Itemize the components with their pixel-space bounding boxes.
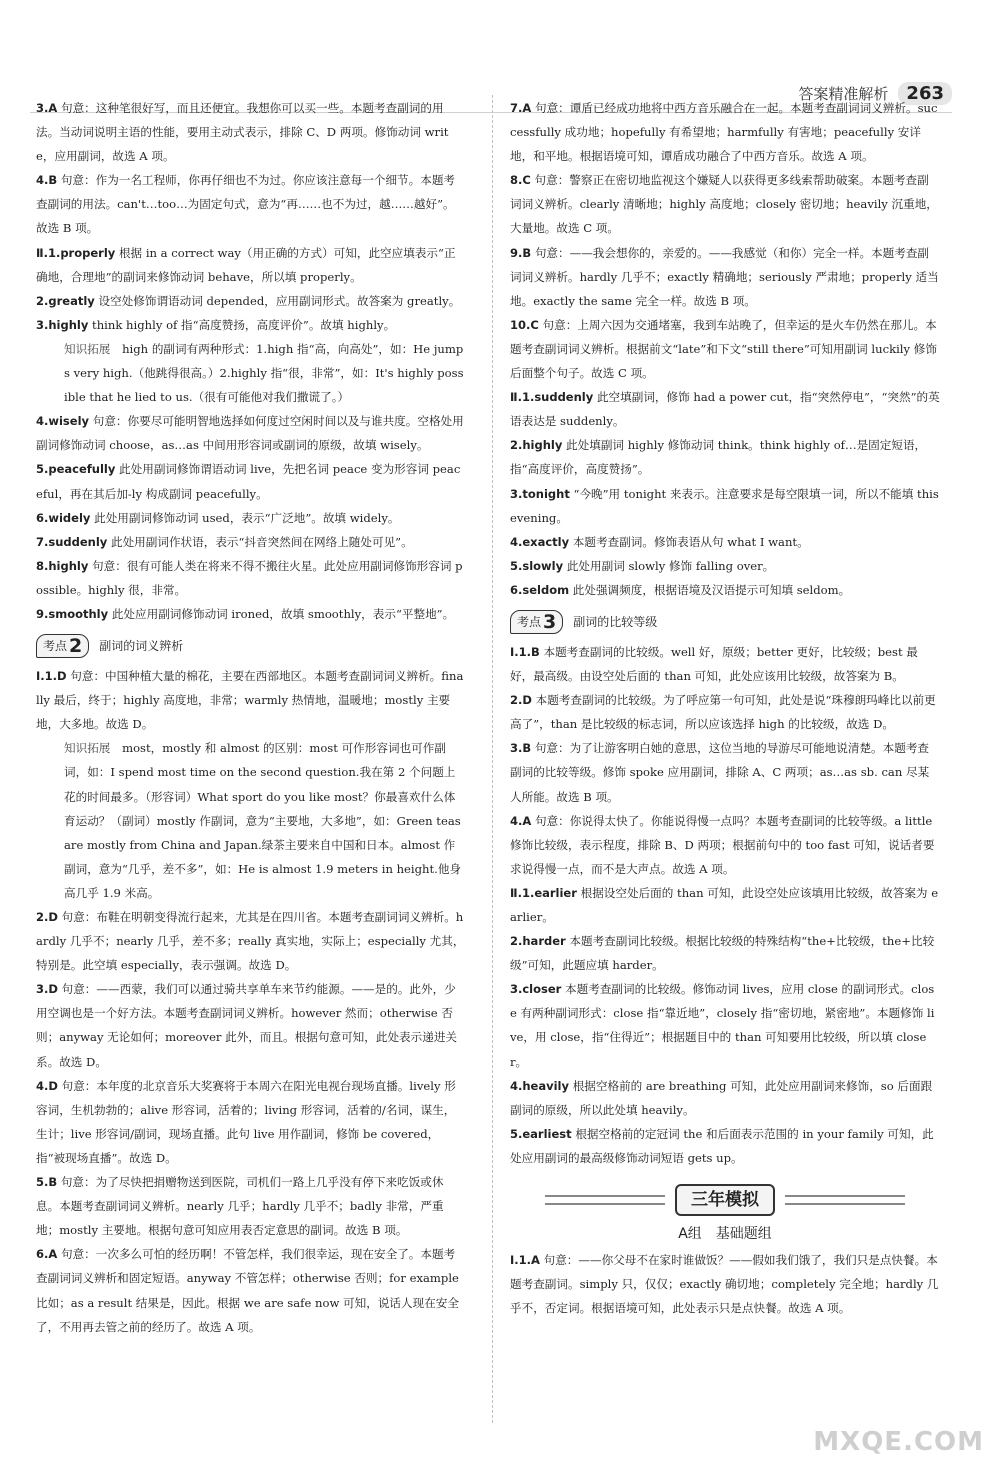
answer-entry <box>510 929 940 977</box>
answer-text: 根据设空处后面的 than 可知，此设空处应该填用比较级，故答案为 earlier。 <box>510 885 939 924</box>
answer-entry <box>510 736 940 808</box>
answer-number: 3.highly <box>36 317 89 332</box>
answer-text: most，mostly 和 almost 的区别：most 可作形容词也可作副词，如：I spend most time on the second question.我在第 2 个问题上花的时间最多。（形容词）What sport do you like most？你最喜欢什么体育运动？（副词）mostly 作副词，意为“主要地，大多地”，如：Green teas are mostly from China and Japan.绿茶主要来自中国和日本。almost 作副词，意为“几乎，差不多”，如：He is almost 1.9 meters in height.他身高几乎 1.9 米高。 <box>64 741 462 900</box>
knowledge-note <box>36 736 466 905</box>
answer-text: 句意：这种笔很好写，而且还便宜。我想你可以买一些。本题考查副词的用法。当动词说明主语的性能，要用主动式表示，排除 C、D 两项。修饰动词 write，应用副词，故选 A 项。 <box>36 101 449 164</box>
answer-text: 句意：为了尽快把捐赠物送到医院，司机们一路上几乎没有停下来吃饭或休息。本题考查副词词义辨析。nearly 几乎；hardly 几乎不；badly 非常，严重地；mostly 主要地。根据句意可知应用表否定意思的副词。故选 B 项。 <box>36 1175 444 1238</box>
answer-number: Ⅰ.1.D <box>36 669 67 684</box>
left-column <box>36 96 466 1339</box>
banner-title: 三年模拟 <box>675 1184 775 1216</box>
answer-number: 7.A <box>510 101 532 115</box>
answer-text: 根据 in a correct way（用正确的方式）可知，此空应填表示“正确地，合理地”的副词来修饰动词 behave，所以填 properly。 <box>36 245 456 284</box>
section-tag-label: 考点 <box>43 639 68 654</box>
answer-number: 2.D <box>510 693 532 708</box>
answer-entry <box>36 457 466 505</box>
answer-number: 4.exactly <box>510 534 570 549</box>
answer-entry <box>36 664 466 736</box>
answer-text: 句意：你要尽可能明智地选择如何度过空闲时间以及与谁共度。空格处用副词修饰动词 choose，as…as 中间用形容词或副词的原级，故填 wisely。 <box>36 414 464 453</box>
banner-line <box>545 1195 665 1205</box>
answer-number: 3.D <box>36 982 58 997</box>
answer-text: 此处填副词 highly 修饰动词 think。think highly of…是固定短语，指“高度评价，高度赞扬”。 <box>510 438 927 477</box>
answer-entry <box>510 1074 940 1122</box>
answer-number: 3.A <box>36 101 58 115</box>
answer-entry <box>36 977 466 1073</box>
answer-number: 6.seldom <box>510 582 570 597</box>
section-tag-number: 2 <box>69 635 83 658</box>
answer-number: 知识拓展 <box>64 341 111 356</box>
answer-entry <box>510 578 940 602</box>
answer-entry <box>510 809 940 881</box>
answer-entry <box>36 554 466 602</box>
answer-entry <box>36 409 466 457</box>
answer-entry <box>36 905 466 977</box>
answer-number: Ⅱ.1.properly <box>36 245 116 260</box>
answer-number: 2.D <box>36 910 58 924</box>
answer-text: 句意：为了让游客明白她的意思，这位当地的导游尽可能地说清楚。本题考查副词的比较等级。修饰 spoke 应用副词，排除 A、C 两项；as…as sb. can 尽某人所能。故选 B 项。 <box>510 741 930 804</box>
answer-entry <box>510 554 940 578</box>
page-number: 263 <box>898 82 952 105</box>
section-tag <box>510 610 563 634</box>
answer-text: 本题考查副词的比较级。为了呼应第一句可知，此处是说“珠穆朗玛峰比以前更高了”，than 是比较级的标志词，所以应该选择 high 的比较级，故选 D。 <box>510 693 936 732</box>
answer-entry <box>510 640 940 688</box>
answer-number: 3.tonight <box>510 486 570 501</box>
answer-entry <box>36 602 466 626</box>
answer-entry <box>510 688 940 736</box>
section-header-2 <box>36 632 466 660</box>
answer-entry <box>36 1074 466 1170</box>
answer-entry <box>36 313 466 337</box>
answer-entry <box>510 385 940 433</box>
answer-text: 句意：你说得太快了。你能说得慢一点吗？本题考查副词的比较等级。a little 修饰比较级，表示程度，排除 B、D 两项；根据前句中的 too fast 可知，说话者要求说得慢一点，而不是大声点。故选 A 项。 <box>510 813 935 876</box>
answer-entry <box>36 530 466 554</box>
section-title: 副词的词义辨析 <box>99 639 184 654</box>
answer-text: 此处强调频度，根据语境及汉语提示可知填 seldom。 <box>572 582 851 597</box>
answer-entry <box>510 977 940 1073</box>
answer-text: 句意：警察正在密切地监视这个嫌疑人以获得更多线索帮助破案。本题考查副词词义辨析。clearly 清晰地；highly 高度地；closely 密切地；heavily 沉重地，大量地。故选 C 项。 <box>510 173 938 236</box>
section-tag <box>36 634 89 658</box>
answer-entry <box>510 1122 940 1170</box>
answer-text: 句意：——我会想你的，亲爱的。——我感觉（和你）完全一样。本题考查副词词义辨析。hardly 几乎不；exactly 精确地；seriously 严肃地；properly 适当地。exactly the same 完全一样。故选 B 项。 <box>510 245 939 308</box>
answer-number: 5.B <box>36 1175 58 1190</box>
answer-number: Ⅰ.1.B <box>510 644 540 659</box>
answer-text: 此处应用副词修饰动词 ironed，故填 smoothly，表示“平整地”。 <box>111 606 455 621</box>
answer-text: “今晚”用 tonight 来表示。注意要求是每空限填一词，所以不能填 this evening。 <box>510 486 939 525</box>
answer-entry <box>510 1248 940 1320</box>
answer-text: 句意：很有可能人类在将来不得不搬往火星。此处应用副词修饰形容词 possible。highly 很，非常。 <box>36 558 463 597</box>
answer-text: 句意：作为一名工程师，你再仔细也不为过。你应该注意每一个细节。本题考查副词的用法。can't…too…为固定句式，意为“再……也不为过，越……越好”。故选 B 项。 <box>36 173 456 236</box>
answer-entry <box>510 433 940 481</box>
answer-entry <box>510 530 940 554</box>
watermark: MXQE.COM <box>813 1427 984 1457</box>
answer-text: 设空处修饰谓语动词 depended，应用副词形式。故答案为 greatly。 <box>98 293 461 308</box>
answer-text: 本题考查副词的比较级。well 好，原级；better 更好，比较级；best 最好，最高级。由设空处后面的 than 可知，此处应该用比较级，故答案为 B。 <box>510 644 918 684</box>
answer-text: 根据空格前的定冠词 the 和后面表示范围的 in your family 可知，此处应用副词的最高级修饰动词短语 gets up。 <box>510 1126 934 1165</box>
answer-number: 5.peacefully <box>36 462 116 477</box>
answer-entry <box>510 241 940 313</box>
answer-text: high 的副词有两种形式：1.high 指“高，向高处”，如：He jumps very high.（他跳得很高。）2.highly 指“很，非常”，如：It's highly possible that he lied to us.（很有可能他对我们撒谎了。） <box>64 341 464 405</box>
section-tag-label: 考点 <box>517 614 542 629</box>
answer-number: 10.C <box>510 317 539 332</box>
answer-entry <box>510 96 940 168</box>
answer-entry <box>36 168 466 240</box>
answer-number: 4.wisely <box>36 414 90 429</box>
answer-entry <box>510 482 940 530</box>
column-divider <box>492 95 493 1423</box>
answer-text: 句意：中国种植大量的棉花，主要在西部地区。本题考查副词词义辨析。finally 最后，终于；highly 高度地，非常；warmly 热情地，温暖地；mostly 主要地，大多地。故选 D。 <box>36 669 464 732</box>
answer-number: 3.closer <box>510 982 562 997</box>
answer-text: 根据空格前的 are breathing 可知，此处应用副词来修饰，so 后面跟副词的原级，所以此处填 heavily。 <box>510 1078 933 1117</box>
answer-entry <box>36 96 466 168</box>
answer-number: 5.earliest <box>510 1126 572 1141</box>
answer-number: 6.widely <box>36 510 91 525</box>
answer-text: 句意：——你父母不在家时谁做饭？——假如我们饿了，我们只是点快餐。本题考查副词。simply 只，仅仅；exactly 确切地；completely 完全地；hardly 几乎不，否定词。根据语境可知，此处表示只是点快餐。故选 A 项。 <box>510 1253 939 1316</box>
answer-entry <box>510 881 940 929</box>
answer-number: 8.highly <box>36 558 89 573</box>
answer-number: Ⅱ.1.earlier <box>510 885 577 900</box>
answer-number: 2.highly <box>510 438 563 453</box>
answer-number: 3.B <box>510 741 532 756</box>
answer-number: Ⅰ.1.A <box>510 1253 540 1268</box>
answer-text: 句意：布鞋在明朝变得流行起来，尤其是在四川省。本题考查副词词义辨析。hardly 几乎不；nearly 几乎，差不多；really 真实地，实际上；especially 尤其，特别是。此空填 especially，表示强调。故选 D。 <box>36 910 465 973</box>
answer-entry <box>510 313 940 385</box>
section-title: 副词的比较等级 <box>573 614 658 629</box>
answer-entry <box>510 168 940 240</box>
answer-number: 6.A <box>36 1247 58 1262</box>
answer-entry <box>36 289 466 313</box>
answer-number: 9.smoothly <box>36 606 109 621</box>
answer-number: 7.suddenly <box>36 534 108 549</box>
answer-text: 此处用副词作状语，表示“抖音突然间在网络上随处可见”。 <box>110 534 413 549</box>
answer-number: 4.B <box>36 173 58 188</box>
section-header-3 <box>510 608 940 636</box>
answer-number: Ⅱ.1.suddenly <box>510 390 594 405</box>
answer-text: 此处用副词修饰谓语动词 live，先把名词 peace 变为形容词 peaceful，再在其后加-ly 构成副词 peacefully。 <box>36 462 461 501</box>
answer-text: 句意：谭盾已经成功地将中西方音乐融合在一起。本题考查副词词义辨析。successfully 成功地；hopefully 有希望地；harmfully 有害地；peacefully 安详地，和平地。根据语境可知，谭盾成功融合了中西方音乐。故选 A 项。 <box>510 101 938 164</box>
answer-number: 2.harder <box>510 934 566 949</box>
answer-number: 8.C <box>510 173 531 188</box>
answer-number: 4.A <box>510 813 532 828</box>
answer-entry <box>36 506 466 530</box>
banner-line <box>785 1195 905 1205</box>
answer-text: 句意：一次多么可怕的经历啊！不管怎样，我们很幸运，现在安全了。本题考查副词词义辨析和固定短语。anyway 不管怎样；otherwise 否则；for example 比如；as a result 结果是，因此。根据 we are safe now 可知，说话人现在安全了，不用再去管之前的经历了。故选 A 项。 <box>36 1247 459 1334</box>
answer-number: 知识拓展 <box>64 741 111 756</box>
answer-entry <box>36 241 466 289</box>
answer-text: 本题考查副词比较级。根据比较级的特殊结构“the+比较级，the+比较级”可知，此题应填 harder。 <box>510 934 935 973</box>
answer-number: 2.greatly <box>36 293 95 308</box>
answer-number: 4.D <box>36 1078 58 1093</box>
answer-entry <box>36 1170 466 1242</box>
answer-text: 此处用副词修饰动词 used，表示“广泛地”。故填 widely。 <box>94 510 400 525</box>
header-title: 答案精准解析 <box>798 84 889 103</box>
answer-text: 句意：——西蒙，我们可以通过骑共享单车来节约能源。——是的。此外，少用空调也是一个好方法。本题考查副词词义辨析。however 然而；otherwise 否则；anyway 无论如何；moreover 此外，而且。根据句意可知，此处表示递进关系。故选 D。 <box>36 982 458 1069</box>
answer-entry <box>36 1242 466 1338</box>
answer-number: 4.heavily <box>510 1078 569 1093</box>
knowledge-note <box>36 337 466 409</box>
answer-text: 句意：本年度的北京音乐大奖赛将于本周六在阳光电视台现场直播。lively 形容词，生机勃勃的；alive 形容词，活着的；living 形容词，活着的/名词，谋生，生计；live 形容词/副词，现场直播。此句 live 用作副词，修饰 be covered，指“被现场直播”。故选 D。 <box>36 1078 456 1165</box>
answer-text: 本题考查副词。修饰表语从句 what I want。 <box>572 534 809 549</box>
answer-text: 此处用副词 slowly 修饰 falling over。 <box>566 558 775 573</box>
group-title: A组 基础题组 <box>678 1226 772 1243</box>
answer-number: 5.slowly <box>510 558 564 573</box>
section-tag-number: 3 <box>543 610 557 633</box>
answer-text: 此空填副词，修饰 had a power cut，指“突然停电”，“突然”的英语表达是 suddenly。 <box>510 390 940 429</box>
answer-text: think highly of 指“高度赞扬，高度评价”。故填 highly。 <box>92 317 396 332</box>
answer-number: 9.B <box>510 245 532 260</box>
practice-banner <box>510 1184 940 1216</box>
answer-text: 句意：上周六因为交通堵塞，我到车站晚了，但幸运的是火车仍然在那儿。本题考查副词词义辨析。根据前文“late”和下文“still there”可知用副词 luckily 修饰后面整个句子。故选 C 项。 <box>510 317 937 381</box>
right-column <box>510 96 940 1321</box>
answer-text: 本题考查副词的比较级。修饰动词 lives，应用 close 的副词形式。close 有两种副词形式：close 指“靠近地”，closely 指“密切地，紧密地”。本题修饰 live，用 close，指“住得近”；根据题目中的 than 可知要用比较级，所以填 closer。 <box>510 982 935 1069</box>
